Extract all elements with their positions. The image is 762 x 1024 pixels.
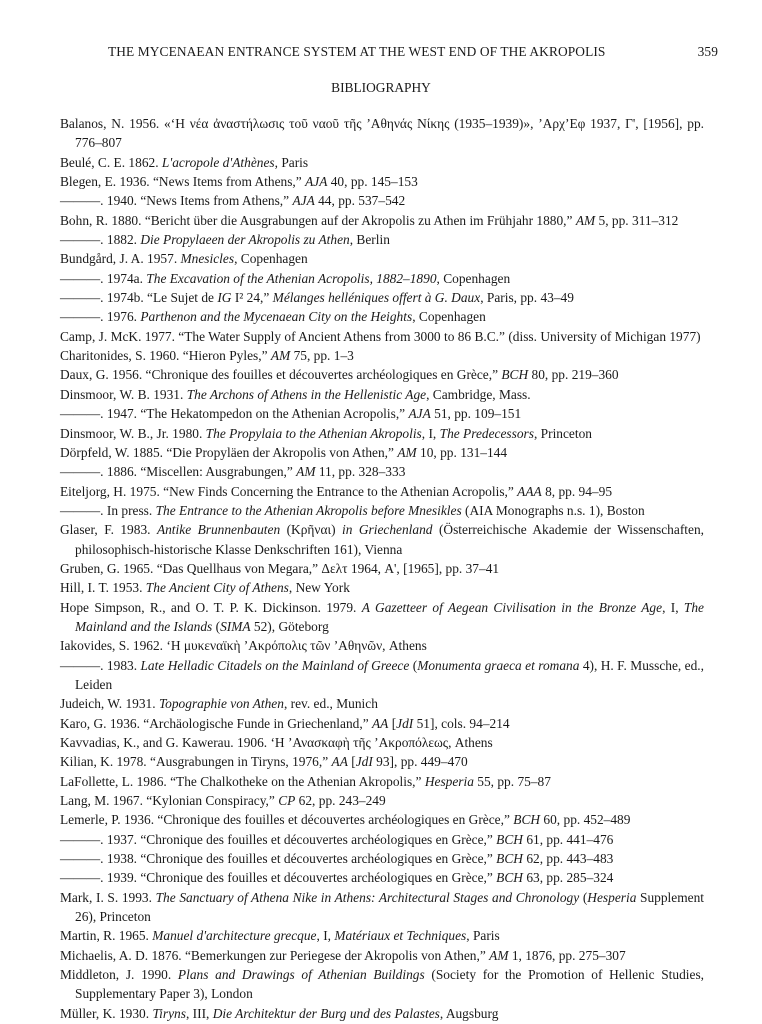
entry-text: 10, pp. 131–144 (416, 444, 508, 460)
entry-italic-text: The Excavation of the Athenian Acropolis, 1882–1890 (146, 270, 437, 286)
entry-text: ( (212, 618, 221, 634)
entry-italic-text: Mélanges helléniques offert à G. Daux (272, 290, 481, 306)
entry-italic-text: AJA (292, 193, 315, 209)
entry-text: , rev. ed., Munich (283, 696, 378, 712)
bibliography-entry (60, 520, 704, 559)
entry-text: Charitonides, S. 1960. “Hieron Pyles,” (60, 348, 271, 364)
entry-text: Iakovides, S. 1962. ‘Η μυκεναϊκὴ ’Ακρόπολις τῶν ’Αθηνῶν, Athens (60, 638, 427, 654)
entry-text: (Κρῆναι) (280, 522, 342, 538)
entry-italic-text: A Gazetteer of Aegean Civilisation in the Bronze Age (361, 599, 663, 615)
entry-text: Lang, M. 1967. “Kylonian Conspiracy,” (60, 793, 279, 809)
bibliography-entry (60, 327, 704, 346)
bibliography-entry (60, 888, 704, 927)
entry-italic-text: The Ancient City of Athens (145, 580, 289, 596)
entry-italic-text: AM (397, 444, 417, 460)
entry-italic-text: The Archons of Athens in the Hellenistic Age (186, 386, 427, 402)
entry-text: ———. In press. (60, 502, 156, 518)
bibliography-entry (60, 211, 704, 230)
entry-text: Judeich, W. 1931. (60, 696, 159, 712)
bibliography-entry (60, 578, 704, 597)
entry-text: , Cambridge, Mass. (426, 386, 531, 402)
entry-text: 52), Göteborg (250, 618, 329, 634)
entry-italic-text: BCH (513, 812, 541, 828)
entry-text: Dinsmoor, W. B. 1931. (60, 386, 187, 402)
entry-italic-text: in Griechenland (342, 522, 433, 538)
entry-italic-text: AJA (305, 174, 328, 190)
entry-text: ———. 1947. “The Hekatompedon on the Athenian Acropolis,” (60, 406, 409, 422)
entry-italic-text: JdI (396, 715, 414, 731)
bibliography-entry (60, 501, 704, 520)
entry-italic-text: IG (217, 290, 232, 306)
entry-text: (AIA Monographs n.s. 1), Boston (461, 502, 645, 518)
entry-text: 1, 1876, pp. 275–307 (508, 947, 626, 963)
entry-italic-text: Hesperia (424, 773, 474, 789)
entry-text: ———. 1976. (60, 309, 141, 325)
entry-italic-text: BCH (501, 367, 529, 383)
bibliography-entry (60, 424, 704, 443)
entry-italic-text: Tiryns (152, 1005, 186, 1021)
entry-italic-text: Parthenon and the Mycenaean City on the Heights (140, 309, 413, 325)
entry-text: 5, pp. 311–312 (595, 212, 679, 228)
bibliography-entry (60, 810, 704, 829)
bibliography-entry (60, 1004, 704, 1023)
entry-text: Balanos, N. 1956. «‘Η νέα ἀναστήλωσις τοῦ ναοῦ τῆς ’Αθηνάς Νίκης (1935–1939)», ’Αρχ’Εφ 1937, Γ', [1956], pp. 776–807 (60, 116, 704, 151)
entry-italic-text: AJA (408, 406, 431, 422)
entry-text: , I, (421, 425, 440, 441)
entry-italic-text: The Mainland and the Islands (75, 599, 704, 634)
bibliography-entry (60, 346, 704, 365)
entry-text: , Berlin (349, 232, 390, 248)
entry-text: ———. 1974a. (60, 270, 147, 286)
entry-text: Lemerle, P. 1936. “Chronique des fouilles et découvertes archéologiques en Grèce,” (60, 812, 514, 828)
entry-italic-text: L'acropole d'Athènes (161, 154, 275, 170)
entry-text: (Society for the Promotion of Hellenic Studies, Supplementary Paper 3), London (75, 967, 704, 1002)
entry-text: , Copenhagen (412, 309, 486, 325)
entry-italic-text: Matériaux et Techniques (334, 928, 467, 944)
entry-text: , New York (288, 580, 350, 596)
entry-text: Supplement 26), Princeton (75, 889, 704, 925)
entry-text: Beulé, C. E. 1862. (60, 154, 162, 170)
bibliography-entry (60, 288, 704, 307)
entry-text: Glaser, F. 1983. (60, 522, 157, 538)
entry-text: 55, pp. 75–87 (473, 773, 551, 789)
entry-italic-text: AM (270, 348, 291, 364)
bibliography-entry (60, 172, 704, 191)
section-heading: BIBLIOGRAPHY (331, 80, 431, 95)
entry-text: Michaelis, A. D. 1876. “Bemerkungen zur Periegese der Akropolis von Athen,” (60, 947, 490, 963)
entry-text: Eiteljorg, H. 1975. “New Finds Concerning the Entrance to the Athenian Acropolis,” (60, 483, 518, 499)
entry-text: 51, pp. 109–151 (430, 406, 522, 422)
bibliography-entry (60, 365, 704, 384)
entry-text: , Copenhagen (436, 270, 511, 286)
entry-italic-text: The Propylaia to the Athenian Akropolis (205, 425, 422, 441)
bibliography-entry (60, 791, 704, 810)
entry-italic-text: JdI (355, 754, 373, 770)
entry-text: 75, pp. 1–3 (290, 348, 354, 364)
entry-italic-text: Die Architektur der Burg und des Palastes (212, 1005, 440, 1021)
entry-text: Kilian, K. 1978. “Ausgrabungen in Tiryns, 1976,” (60, 754, 332, 770)
bibliography-entry (60, 965, 704, 1004)
entry-italic-text: Hesperia (587, 889, 637, 905)
entry-text: 62, pp. 243–249 (295, 793, 386, 809)
entry-text: , I, (316, 928, 335, 944)
entry-italic-text: Late Helladic Citadels on the Mainland of Greece (140, 657, 410, 673)
entry-text: 62, pp. 443–483 (522, 851, 614, 867)
entry-text: I² 24,” (231, 290, 273, 306)
entry-text: Müller, K. 1930. (60, 1005, 153, 1021)
entry-italic-text: AA (371, 715, 389, 731)
entry-text: 51], cols. 94–214 (413, 715, 510, 731)
entry-text: Karo, G. 1936. “Archäologische Funde in Griechenland,” (60, 715, 372, 731)
entry-italic-text: AA (331, 754, 348, 770)
entry-text: 4), H. F. Mussche, ed., Leiden (75, 657, 704, 692)
entry-text: 80, pp. 219–360 (528, 367, 619, 383)
bibliography-entry (60, 230, 704, 249)
bibliography-entry (60, 636, 704, 655)
entry-text: ( (579, 889, 588, 905)
entry-italic-text: CP (278, 793, 296, 809)
bibliography-entry (60, 926, 704, 945)
entry-text: Mark, I. S. 1993. (60, 889, 156, 905)
bibliography-entry (60, 404, 704, 423)
running-head-title: THE MYCENAEAN ENTRANCE SYSTEM AT THE WEST END OF THE AKROPOLIS (108, 44, 606, 59)
entry-italic-text: Manuel d'architecture grecque (152, 928, 317, 944)
bibliography-entry (60, 656, 704, 695)
entry-text: 61, pp. 441–476 (522, 831, 614, 847)
entry-text: Dörpfeld, W. 1885. “Die Propyläen der Akropolis von Athen,” (60, 444, 398, 460)
entry-text: 63, pp. 285–324 (522, 870, 614, 886)
bibliography-entry (60, 714, 704, 733)
entry-text: Gruben, G. 1965. “Das Quellhaus von Megara,” Δελτ 1964, A', [1965], pp. 37–41 (60, 560, 500, 576)
bibliography-entry (60, 733, 704, 752)
entry-text: Daux, G. 1956. “Chronique des fouilles et découvertes archéologiques en Grèce,” (60, 367, 502, 383)
entry-text: Dinsmoor, W. B., Jr. 1980. (60, 425, 206, 441)
bibliography-entry (60, 385, 704, 404)
entry-text: , I, (662, 599, 684, 615)
bibliography-entry (60, 443, 704, 462)
entry-text: Middleton, J. 1990. (60, 967, 178, 983)
entry-text: Kavvadias, K., and G. Kawerau. 1906. ‘Η ’Ανασκαφὴ τῆς ’Ακροπόλεως, Athens (60, 735, 493, 750)
bibliography-entry (60, 307, 704, 326)
entry-text: Hill, I. T. 1953. (60, 580, 146, 596)
entry-text: ———. 1983. (60, 657, 141, 673)
entry-text: ( (409, 657, 418, 673)
entry-text: ———. 1882. (60, 232, 141, 248)
entry-text: 8, pp. 94–95 (541, 483, 613, 499)
entry-text: Bundgård, J. A. 1957. (60, 251, 181, 267)
bibliography-list (60, 114, 704, 1023)
entry-italic-text: AM (296, 464, 316, 480)
entry-italic-text: BCH (496, 831, 523, 847)
bibliography-entry (60, 249, 704, 268)
entry-italic-text: Antike Brunnenbauten (156, 522, 281, 538)
entry-italic-text: BCH (496, 870, 523, 886)
entry-text: ———. 1886. “Miscellen: Ausgrabungen,” (60, 464, 297, 480)
entry-text: Bohn, R. 1880. “Bericht über die Ausgrabungen auf der Akropolis zu Athen im Frühjahr 1880,” (60, 212, 576, 228)
entry-italic-text: Mnesicles (180, 251, 235, 267)
entry-italic-text: The Predecessors (439, 425, 534, 441)
entry-text: [ (388, 715, 397, 731)
bibliography-entry (60, 868, 704, 887)
entry-text: , III, (185, 1005, 213, 1021)
entry-text: Martin, R. 1965. (60, 928, 153, 944)
entry-text: ———. 1974b. “Le Sujet de (60, 290, 218, 306)
entry-text: Blegen, E. 1936. “News Items from Athens,” (60, 174, 306, 190)
entry-italic-text: AM (489, 947, 509, 963)
entry-text: , Augsburg (439, 1005, 499, 1021)
bibliography-entry (60, 269, 704, 288)
bibliography-entry (60, 772, 704, 791)
entry-italic-text: The Sanctuary of Athena Nike in Athens: Architectural Stages and Chronology (155, 889, 580, 905)
entry-italic-text: BCH (496, 851, 523, 867)
entry-text: ———. 1938. “Chronique des fouilles et découvertes archéologiques en Grèce,” (60, 851, 497, 867)
entry-text: 60, pp. 452–489 (540, 812, 631, 828)
entry-italic-text: Monumenta graeca et romana (417, 657, 580, 673)
entry-text: 93], pp. 449–470 (372, 754, 468, 770)
entry-text: 44, pp. 537–542 (314, 193, 406, 209)
entry-italic-text: AM (575, 212, 596, 228)
bibliography-entry (60, 598, 704, 637)
entry-italic-text: The Entrance to the Athenian Akropolis before Mnesikles (155, 502, 462, 518)
entry-text: 40, pp. 145–153 (327, 174, 418, 190)
bibliography-entry (60, 830, 704, 849)
entry-text: Camp, J. McK. 1977. “The Water Supply of Ancient Athens from 3000 to 86 B.C.” (diss. University of Michigan 1977) (60, 328, 701, 344)
entry-italic-text: Plans and Drawings of Athenian Buildings (177, 967, 425, 983)
bibliography-entry (60, 946, 704, 965)
entry-text: ———. 1940. “News Items from Athens,” (60, 193, 293, 209)
entry-text: LaFollette, L. 1986. “The Chalkotheke on the Athenian Akropolis,” (60, 773, 425, 789)
entry-text: , Paris (466, 928, 500, 944)
entry-italic-text: AAA (517, 483, 542, 499)
bibliography-entry (60, 462, 704, 481)
bibliography-entry (60, 482, 704, 501)
entry-italic-text: Topographie von Athen (158, 696, 284, 712)
bibliography-entry (60, 559, 704, 578)
bibliography-entry (60, 694, 704, 713)
entry-text: , Princeton (533, 425, 592, 441)
entry-text: Hope Simpson, R., and O. T. P. K. Dickinson. 1979. (60, 599, 362, 615)
entry-text: , Paris (274, 154, 309, 170)
bibliography-entry (60, 153, 704, 172)
entry-text: , Paris, pp. 43–49 (480, 290, 574, 306)
entry-text: ———. 1937. “Chronique des fouilles et découvertes archéologiques en Grèce,” (60, 831, 497, 847)
entry-text: , Copenhagen (234, 251, 308, 267)
page-number: 359 (697, 44, 718, 59)
bibliography-entry (60, 752, 704, 771)
bibliography-entry (60, 191, 704, 210)
bibliography-entry (60, 114, 704, 153)
entry-text: ———. 1939. “Chronique des fouilles et découvertes archéologiques en Grèce,” (60, 870, 497, 886)
bibliography-entry (60, 849, 704, 868)
entry-italic-text: Die Propylaeen der Akropolis zu Athen (140, 232, 350, 248)
running-head (108, 44, 718, 60)
entry-text: (Österreichische Akademie der Wissenschaften, philosophisch-historische Klasse Denkschriften 161), Vienna (75, 522, 704, 557)
entry-text: [ (347, 754, 356, 770)
entry-italic-text: SIMA (220, 618, 251, 634)
entry-text: 11, pp. 328–333 (315, 464, 406, 480)
